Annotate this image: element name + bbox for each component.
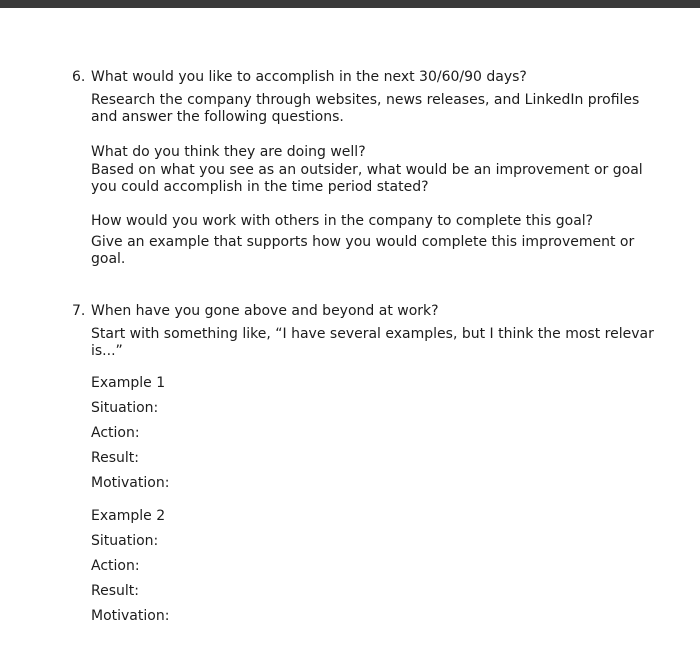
example-2-title: Example 2 xyxy=(91,508,166,524)
example-2-action-label: Action: xyxy=(91,558,140,574)
example-1-action-label: Action: xyxy=(91,425,140,441)
example-1-title: Example 1 xyxy=(91,375,166,391)
q6-paragraph-2-line-2: Based on what you see as an outsider, what would be an improvement or goal xyxy=(91,162,643,178)
question-7-text: When have you gone above and beyond at work? xyxy=(91,303,439,319)
q6-paragraph-3-line-3: goal. xyxy=(91,251,126,267)
q6-paragraph-2-line-3: you could accomplish in the time period stated? xyxy=(91,179,429,195)
q6-paragraph-3-line-2: Give an example that supports how you would complete this improvement or xyxy=(91,234,635,250)
q7-intro-line-1: Start with something like, “I have several examples, but I think the most relevar xyxy=(91,326,654,342)
example-2-motivation-label: Motivation: xyxy=(91,608,170,624)
q6-paragraph-1-line-1: Research the company through websites, news releases, and LinkedIn profiles xyxy=(91,92,640,108)
q6-paragraph-3-line-1: How would you work with others in the company to complete this goal? xyxy=(91,213,594,229)
example-2-situation-label: Situation: xyxy=(91,533,159,549)
question-6-text: What would you like to accomplish in the next 30/60/90 days? xyxy=(91,69,527,85)
question-7-number: 7. xyxy=(72,303,86,319)
example-1-situation-label: Situation: xyxy=(91,400,159,416)
question-6-number: 6. xyxy=(72,69,86,85)
example-2-result-label: Result: xyxy=(91,583,139,599)
example-1-motivation-label: Motivation: xyxy=(91,475,170,491)
q6-paragraph-2-line-1: What do you think they are doing well? xyxy=(91,144,366,160)
q7-intro-line-2: is...” xyxy=(91,343,123,359)
example-1-result-label: Result: xyxy=(91,450,139,466)
q6-paragraph-1-line-2: and answer the following questions. xyxy=(91,109,344,125)
